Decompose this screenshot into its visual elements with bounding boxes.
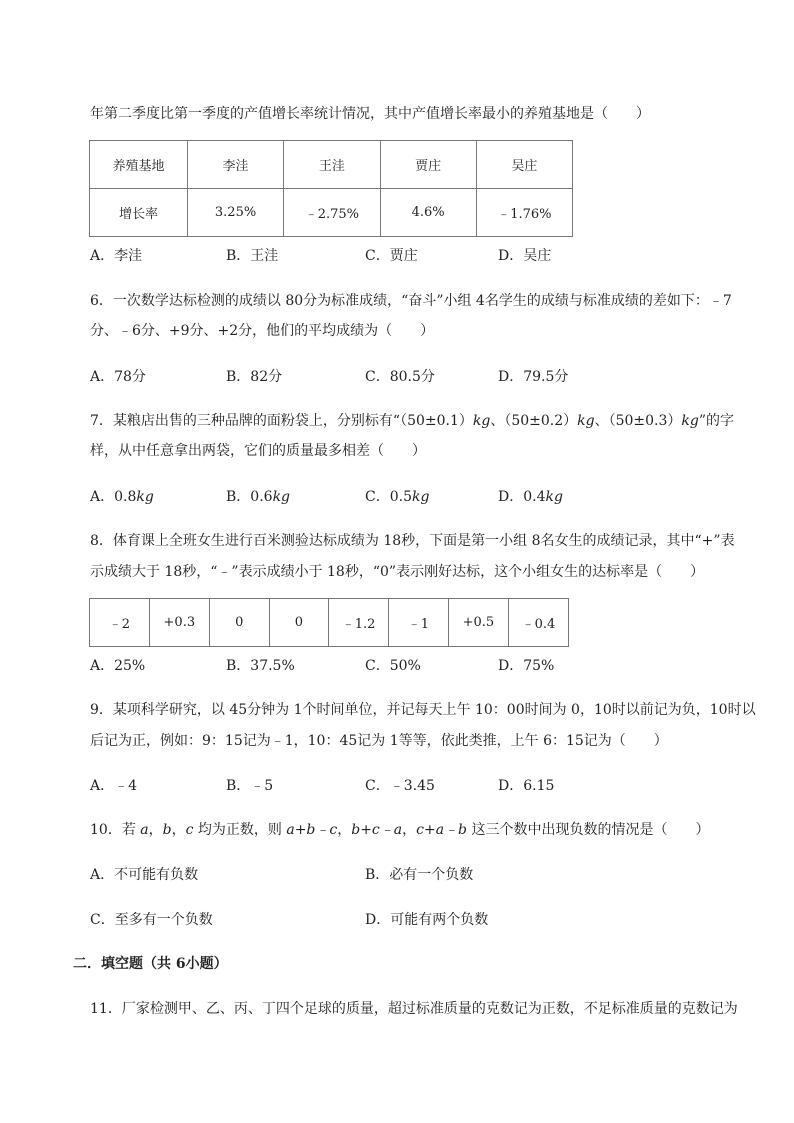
q5-option-b[interactable]: B．王洼 bbox=[226, 248, 279, 264]
q7-unit-kg: kg bbox=[577, 413, 595, 429]
q5-header-cell: 养殖基地 bbox=[90, 141, 188, 189]
q6-stem-line2: 分、﹣6分、+9分、+2分，他们的平均成绩为（ ） bbox=[90, 323, 435, 339]
q5-row-cell: 增长率 bbox=[90, 189, 188, 237]
q9-option-c[interactable]: C．﹣3.45 bbox=[365, 778, 435, 794]
q8-option-a[interactable]: A．25% bbox=[90, 658, 146, 674]
q7-unit-kg: kg bbox=[545, 489, 563, 505]
q10-option-d[interactable]: D．可能有两个负数 bbox=[365, 912, 489, 928]
q5-header-cell: 王洼 bbox=[284, 141, 380, 189]
q9-option-a[interactable]: A．﹣4 bbox=[90, 778, 138, 794]
q8-stem-line1: 8．体育课上全班女生进行百米测验达标成绩为 18秒，下面是第一小组 8名女生的成绩记录，其中“+”表 bbox=[90, 533, 735, 549]
q8-table-cell: ﹣2 bbox=[90, 599, 150, 647]
q5-row-cell: ﹣1.76% bbox=[476, 189, 572, 237]
q5-stem-tail: 年第二季度比第一季度的产值增长率统计情况，其中产值增长率最小的养殖基地是（ ） bbox=[90, 106, 650, 122]
q8-table-cell: 0 bbox=[269, 599, 329, 647]
q7-option-d[interactable] bbox=[498, 486, 563, 506]
q6-option-a[interactable]: A．78分 bbox=[90, 369, 146, 385]
q10-option-c[interactable]: C．至多有一个负数 bbox=[90, 912, 213, 928]
q6-option-c[interactable]: C．80.5分 bbox=[365, 369, 435, 385]
q7-option-c-value: C．0.5 bbox=[365, 489, 412, 505]
q6-option-b[interactable]: B．82分 bbox=[226, 369, 283, 385]
q6-option-d[interactable]: D．79.5分 bbox=[498, 369, 569, 385]
q8-option-b[interactable]: B．37.5% bbox=[226, 658, 295, 674]
q9-option-d[interactable]: D．6.15 bbox=[498, 778, 555, 794]
q8-table-cell: ﹣1 bbox=[389, 599, 449, 647]
section-heading: 二．填空题（共 6小题） bbox=[73, 956, 228, 972]
q10-comma: ， bbox=[337, 822, 352, 838]
q10-comma: ， bbox=[402, 822, 417, 838]
q7-option-b-value: B．0.6 bbox=[226, 489, 273, 505]
q7-unit-kg: kg bbox=[681, 413, 699, 429]
q8-table-cell: 0 bbox=[209, 599, 269, 647]
q10-text: 10．若 bbox=[90, 822, 141, 838]
q7-unit-kg: kg bbox=[272, 489, 291, 505]
q10-expr-1: a+b﹣c bbox=[286, 822, 338, 838]
q9-option-b[interactable]: B．﹣5 bbox=[226, 778, 274, 794]
q10-option-a[interactable]: A．不可能有负数 bbox=[90, 867, 199, 883]
q10-text: 均为正数，则 bbox=[193, 822, 287, 838]
q10-option-b[interactable]: B．必有一个负数 bbox=[365, 867, 474, 883]
q7-text-sep1: 、（50±0.2） bbox=[490, 413, 578, 429]
q10-text: 这三个数中出现负数的情况是（ ） bbox=[467, 822, 710, 838]
q10-var-c: c bbox=[185, 822, 194, 838]
q5-table bbox=[89, 140, 573, 237]
q10-var-b: b bbox=[162, 822, 172, 838]
q7-option-a-value: A．0.8 bbox=[90, 489, 137, 505]
q7-unit-kg: kg bbox=[136, 489, 154, 505]
q8-table bbox=[89, 598, 569, 647]
q5-option-a[interactable]: A．李洼 bbox=[90, 248, 143, 264]
q5-row-cell: ﹣2.75% bbox=[284, 189, 380, 237]
q5-row-cell: 4.6% bbox=[380, 189, 476, 237]
q7-stem-line1 bbox=[90, 410, 734, 430]
q7-text-sep2: 、（50±0.3） bbox=[594, 413, 682, 429]
q8-stem-line2: 示成绩大于 18秒，“﹣”表示成绩小于 18秒，“0”表示刚好达标，这个小组女生的达标率是（ ） bbox=[90, 564, 705, 580]
q7-option-d-value: D．0.4 bbox=[498, 489, 546, 505]
q8-option-c[interactable]: C．50% bbox=[365, 658, 421, 674]
q10-stem bbox=[90, 819, 709, 839]
q8-table-cell: +0.5 bbox=[448, 599, 508, 647]
q7-unit-kg: kg bbox=[472, 413, 491, 429]
q7-stem-line2: 样，从中任意拿出两袋，它们的质量最多相差（ ） bbox=[90, 443, 426, 459]
q7-option-b[interactable] bbox=[226, 486, 290, 506]
q7-text-b: ”的字 bbox=[698, 413, 735, 429]
q11-stem-line1: 11．厂家检测甲、乙、丙、丁四个足球的质量，超过标准质量的克数记为正数，不足标准质量的克数记为 bbox=[90, 1001, 738, 1017]
q8-table-cell: ﹣1.2 bbox=[329, 599, 389, 647]
q5-header-cell: 贾庄 bbox=[380, 141, 476, 189]
q10-var-a: a bbox=[140, 822, 149, 838]
q5-header-cell: 李洼 bbox=[187, 141, 283, 189]
q9-stem-line2: 后记为正，例如：9：15记为﹣1，10：45记为 1等等，依此类推，上午 6：15记为（ ） bbox=[90, 733, 668, 749]
q10-expr-2: b+c﹣a bbox=[351, 822, 403, 838]
q7-text-a: 7．某粮店出售的三种品牌的面粉袋上，分别标有“（50±0.1） bbox=[90, 413, 473, 429]
q5-row-cell: 3.25% bbox=[187, 189, 283, 237]
q5-header-cell: 吴庄 bbox=[476, 141, 572, 189]
q8-table-cell: ﹣0.4 bbox=[508, 599, 568, 647]
q10-expr-3: c+a﹣b bbox=[416, 822, 468, 838]
q7-option-a[interactable] bbox=[90, 486, 154, 506]
q10-comma: ， bbox=[148, 822, 163, 838]
q5-option-c[interactable]: C．贾庄 bbox=[365, 248, 418, 264]
q10-comma: ， bbox=[171, 822, 186, 838]
q7-option-c[interactable] bbox=[365, 486, 429, 506]
q8-table-cell: +0.3 bbox=[149, 599, 209, 647]
q8-option-d[interactable]: D．75% bbox=[498, 658, 555, 674]
q7-unit-kg: kg bbox=[411, 489, 430, 505]
q9-stem-line1: 9．某项科学研究，以 45分钟为 1个时间单位，并记每天上午 10：00时间为 0，10时以前记为负，10时以 bbox=[90, 702, 756, 718]
q5-option-d[interactable]: D．吴庄 bbox=[498, 248, 552, 264]
q6-stem-line1: 6．一次数学达标检测的成绩以 80分为标准成绩，“奋斗”小组 4名学生的成绩与标准成绩的差如下：﹣7 bbox=[90, 293, 732, 309]
